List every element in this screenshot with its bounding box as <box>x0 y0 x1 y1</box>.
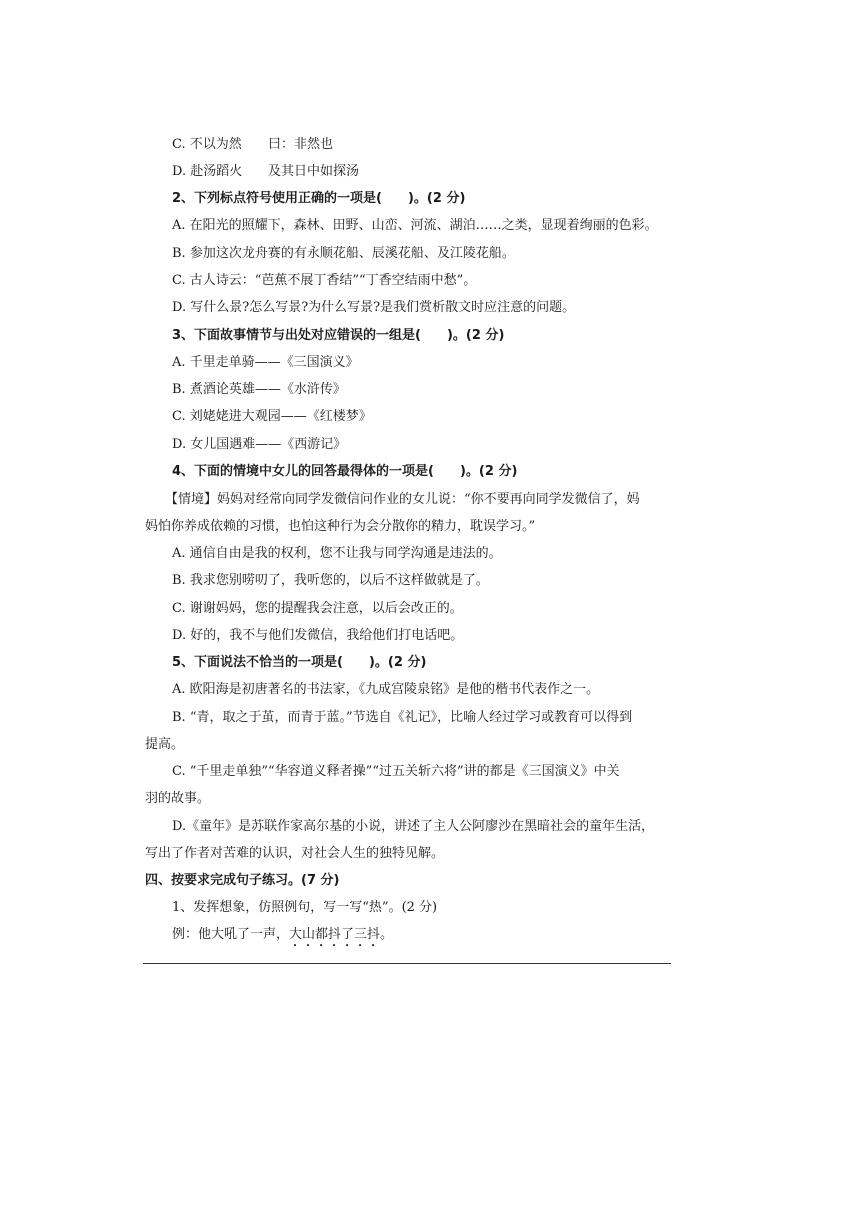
question-5-option-c-line-1: C. “千里走单独”“华容道义释者操”“过五关斩六将”讲的都是《三国演义》中关 <box>172 764 620 779</box>
question-5-option-c-line-2: 羽的故事。 <box>145 791 211 806</box>
question-5-option-d-line-1: D.《童年》是苏联作家高尔基的小说，讲述了主人公阿廖沙在黑暗社会的童年生活， <box>172 819 655 834</box>
question-2: 2、下列标点符号使用正确的一项是( )。(2 分) <box>172 191 466 206</box>
question-3-option-c: C. 刘姥姥进大观园——《红楼梦》 <box>172 409 372 424</box>
question-4-option-a: A. 通信自由是我的权利，您不让我与同学沟通是违法的。 <box>172 546 502 561</box>
option-c-example: 曰：非然也 <box>268 137 334 152</box>
question-2-option-d: D. 写什么景?怎么写景?为什么写景?是我们赏析散文时应注意的问题。 <box>172 300 576 315</box>
section-4-heading: 四、按要求完成句子练习。(7 分) <box>145 873 340 888</box>
question-4-option-d: D. 好的，我不与他们发微信，我给他们打电话吧。 <box>172 628 464 643</box>
option-d-example: 及其日中如探汤 <box>268 164 360 179</box>
question-4-context-line-2: 妈怕你养成依赖的习惯，也怕这种行为会分散你的精力，耽误学习。” <box>145 519 536 534</box>
question-4-option-c: C. 谢谢妈妈，您的提醒我会注意，以后会改正的。 <box>172 601 463 616</box>
question-3: 3、下面故事情节与出处对应错误的一组是( )。(2 分) <box>172 328 505 343</box>
question-3-option-d: D. 女儿国遇难——《西游记》 <box>172 437 347 452</box>
question-3-option-b: B. 煮酒论英雄——《水浒传》 <box>172 382 346 397</box>
question-5-option-b-line-2: 提高。 <box>145 737 185 752</box>
question-2-option-b: B. 参加这次龙舟赛的有永顺花船、辰溪花船、及江陵花船。 <box>172 246 515 261</box>
example-suffix: 。 <box>380 927 394 942</box>
question-2-option-c: C. 古人诗云：“芭蕉不展丁香结”“丁香空结雨中愁”。 <box>172 273 477 288</box>
question-3-option-a: A. 千里走单骑——《三国演义》 <box>172 355 359 370</box>
question-2-option-a: A. 在阳光的照耀下，森林、田野、山峦、河流、湖泊……之类，显现着绚丽的色彩。 <box>172 218 658 233</box>
question-5: 5、下面说法不恰当的一项是( )。(2 分) <box>172 655 427 670</box>
option-c-line <box>172 136 333 154</box>
option-c-word: C. 不以为然 <box>172 137 242 152</box>
option-d-line <box>172 163 359 181</box>
question-4-context-line-1: 【情境】妈妈对经常向同学发微信问作业的女儿说：“你不要再向同学发微信了，妈 <box>165 492 640 507</box>
example-prefix: 例：他大吼了一声， <box>172 927 290 942</box>
example-sentence <box>172 926 393 950</box>
question-4-option-b: B. 我求您别唠叨了，我听您的，以后不这样做就是了。 <box>172 573 489 588</box>
sentence-task-1: 1、发挥想象，仿照例句，写一写“热”。(2 分) <box>172 900 438 915</box>
question-5-option-a: A. 欧阳海是初唐著名的书法家，《九成宫陵泉铭》是他的楷书代表作之一。 <box>172 682 600 697</box>
option-d-word: D. 赴汤蹈火 <box>172 164 243 179</box>
question-5-option-b-line-1: B. “青，取之于茧，而青于蓝。”节选自《礼记》，比喻人经过学习或教育可以得到 <box>172 710 633 725</box>
example-emphasis: 大山都抖了三抖 <box>289 927 381 942</box>
question-4: 4、下面的情境中女儿的回答最得体的一项是( )。(2 分) <box>172 464 518 479</box>
question-5-option-d-line-2: 写出了作者对苦难的认识，对社会人生的独特见解。 <box>145 846 445 861</box>
answer-line[interactable] <box>143 963 671 964</box>
